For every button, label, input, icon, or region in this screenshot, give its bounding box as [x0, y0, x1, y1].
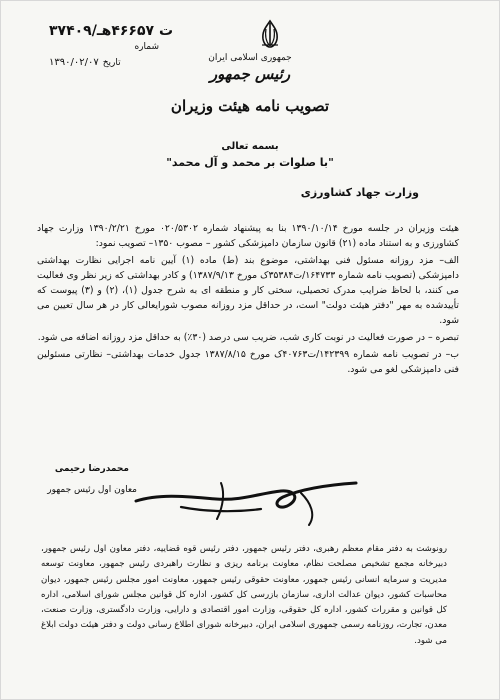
president-title: رئیس جمهور: [209, 65, 291, 83]
approval-title: تصویب نامه هیئت وزیران: [170, 97, 330, 115]
decree-body: [37, 221, 459, 379]
decree-date: ۱۳۹۰/۰۲/۰۷: [49, 57, 99, 68]
handwritten-signature: [121, 463, 371, 533]
paragraph-a: الف– مزد روزانه مسئول فنی بهداشتی، موضوع بند (ط) ماده (۱) آیین نامه اجرایی نظارت بهداشتی دامپزشکی (تصویب نامه شماره ۱۶۴۷۳۳/ت۳۵۳۸۴ک مورخ ۱۳۸۷/۹/۱۳) و کادر بهداشتی که زیر نظر وی فعالیت می کنند، با لحاظ ضرایب مدرک تحصیلی، سختی کار و منطقه ای به شرح جدول (۱)، (۲) و (۳) پیوست که تأییدشده به مهر "دفتر هیئت دولت" است، در حداقل مزد روزانه مصوب شورایعالی کار در هر سال تعیین می شود.: [37, 255, 460, 326]
date-label: تاریخ: [102, 58, 121, 68]
iran-emblem-icon: [256, 19, 284, 49]
signer-title: معاون اول رئیس جمهور: [47, 485, 137, 495]
distribution-text: رونوشت به دفتر مقام معظم رهبری، دفتر رئیس جمهور، دفتر رئیس قوه قضاییه، دفتر معاون اول رئیس جمهور، دبیرخانه مجمع تشخیص مصلحت نظام، معاونت برنامه ریزی و نظارت راهبردی رئیس جمهور، معاونت توسعه مدیریت و سرمایه انسانی رئیس جمهور، معاونت حقوقی رئیس جمهور، معاونت امور مجلس رئیس جمهور، دیوان محاسبات کشور، دیوان عدالت اداری، سازمان بازرسی کل کشور، اداره کل قوانین مجلس شورای اسلامی، اداره کل قوانین و مقررات کشور، اداره کل حقوقی، وزارت امور اقتصادی و دارایی، وزارت دادگستری، وزارت صنعت، معدن، تجارت، روزنامه رسمی جمهوری اسلامی ایران، دبیرخانه شورای اطلاع رسانی دولت و دفتر هیئت دولت ابلاغ می شود.: [41, 544, 447, 646]
paragraph-note: تبصره – در صورت فعالیت در نوبت کاری شب، ضریب سی درصد (۳۰٪) به حداقل مزد روزانه اضافه می شود.: [37, 332, 459, 343]
paragraph-b: ب– در تصویب نامه شماره ۱۴۲۳۹۹/ت۴۰۷۶۳ک مورخ ۱۳۸۷/۸/۱۵ جدول خدمات بهداشتی– نظارتی مسئولین فنی دامپزشکی لغو می شود.: [37, 349, 459, 375]
decree-number: ۳۷۴۰۹/ت ۴۶۶۵۷هـ: [49, 23, 174, 39]
letterhead: [1, 53, 499, 115]
paragraph-intro: هیئت وزیران در جلسه مورخ ۱۳۹۰/۱۰/۱۴ بنا به پیشنهاد شماره ۰۲۰/۵۳۰۲ مورخ ۱۳۹۰/۲/۲۱ وزارت جهاد کشاورزی و به استناد ماده (۲۱) قانون سازمان دامپزشکی کشور – مصوب ۱۳۵۰– تصویب نمود:: [37, 223, 459, 249]
salawat: "با صلوات بر محمد و آل محمد": [166, 156, 334, 169]
basmala: بسمه تعالی: [221, 141, 279, 152]
recipient-ministry: وزارت جهاد کشاورزی: [300, 186, 419, 199]
number-label: شماره: [134, 42, 159, 52]
signer-name: محمدرضا رحیمی: [54, 464, 129, 474]
distribution-list: [41, 542, 447, 649]
country-name: جمهوری اسلامی ایران: [208, 53, 292, 63]
